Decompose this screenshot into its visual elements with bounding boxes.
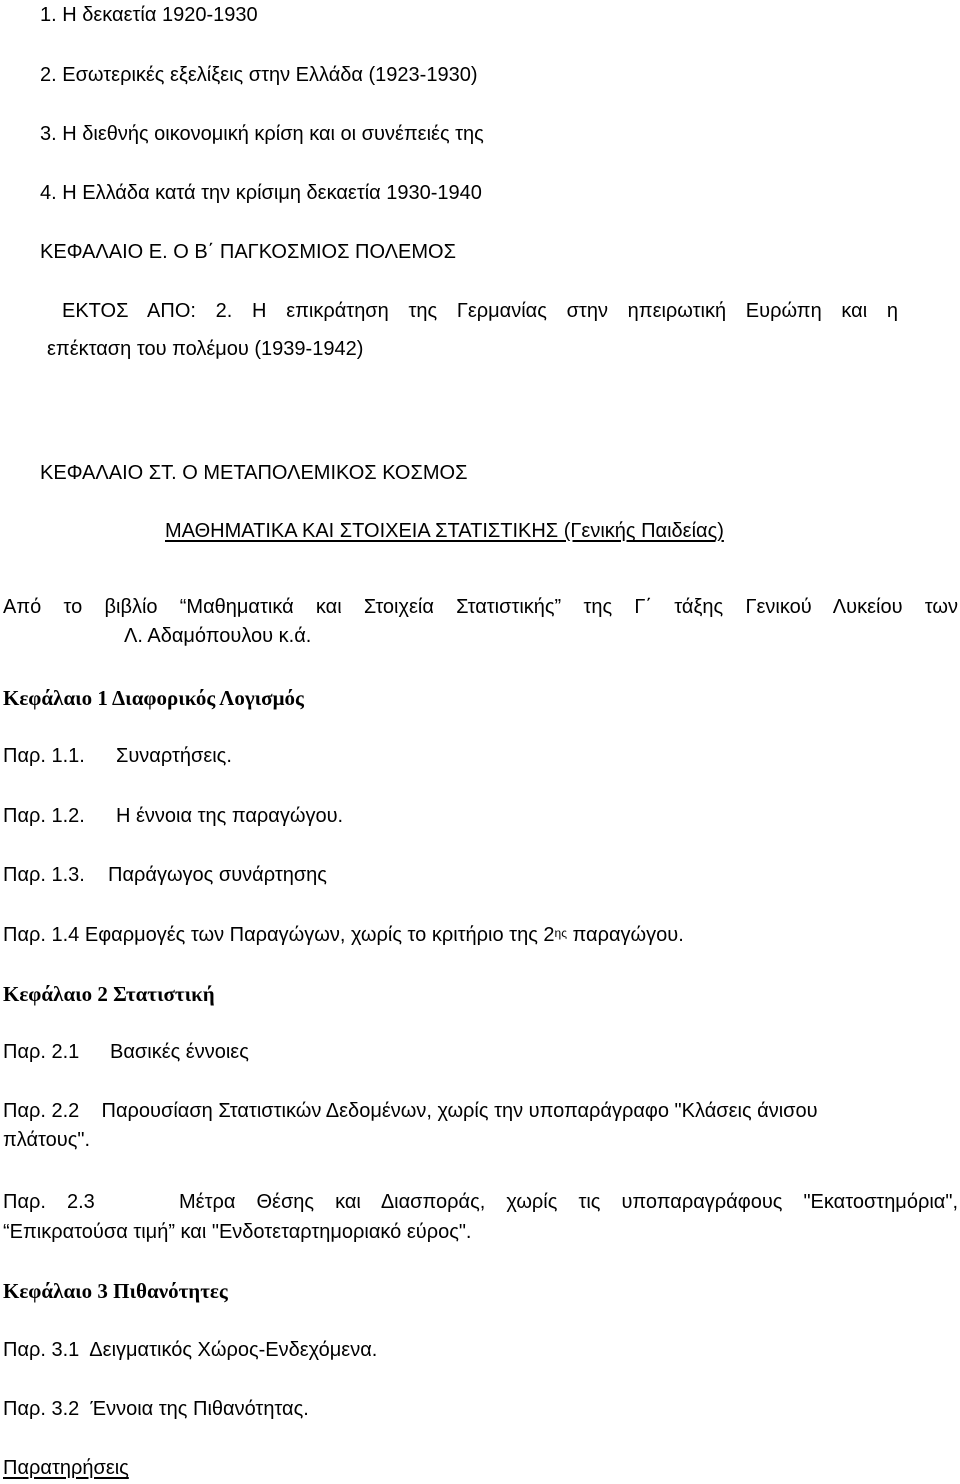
chapter-1-title: Κεφάλαιο 1 Διαφορικός Λογισμός [3, 686, 304, 710]
toc-item-4: 4. Η Ελλάδα κατά την κρίσιμη δεκαετία 1930-1940 [40, 182, 482, 204]
par-2-1-number: Παρ. 2.1 [3, 1041, 80, 1063]
math-section-heading: ΜΑΘΗΜΑΤΙΚΑ ΚΑΙ ΣΤΟΙΧΕΙΑ ΣΤΑΤΙΣΤΙΚΗΣ (Γενικής Παιδείας) [165, 520, 724, 542]
par-1-4-tail: παραγώγου. [566, 924, 684, 946]
except-line-1 [62, 298, 898, 324]
chapter-2-title: Κεφάλαιο 2 Στατιστική [3, 982, 215, 1006]
par-2-1-text: Βασικές έννοιες [110, 1041, 249, 1063]
par-1-1-number: Παρ. 1.1. [3, 745, 85, 767]
par-2-2-line-2: πλάτους". [3, 1129, 91, 1151]
chapter-3-title: Κεφάλαιο 3 Πιθανότητες [3, 1279, 228, 1303]
par-3-2: Παρ. 3.2 Έννοια της Πιθανότητας. [3, 1398, 309, 1420]
chapter-st-heading: ΚΕΦΑΛΑΙΟ ΣΤ. Ο ΜΕΤΑΠΟΛΕΜΙΚΟΣ ΚΟΣΜΟΣ [40, 462, 468, 484]
par-1-4-text: Παρ. 1.4 Εφαρμογές των Παραγώγων, χωρίς το κριτήριο της 2 [3, 924, 555, 946]
par-2-3-line-1: Παρ. 2.3 Μέτρα Θέσης και Διασποράς, χωρίς τις υποπαραγράφους "Εκατοστημόρια", [3, 1191, 958, 1213]
par-2-3-line-2: “Επικρατούσα τιμή” και "Ενδοτεταρτημοριακό εύρος". [3, 1221, 472, 1243]
except-prefix: ΕΚΤΟΣ ΑΠΟ [62, 300, 191, 322]
source-line-2: Λ. Αδαμόπουλου κ.ά. [124, 625, 312, 647]
source-line-1: Από το βιβλίο “Μαθηματικά και Στοιχεία Στατιστικής” της Γ΄ τάξης Γενικού Λυκείου των [3, 596, 958, 618]
toc-item-3: 3. Η διεθνής οικονομική κρίση και οι συνέπειές της [40, 123, 484, 145]
par-1-3-text: Παράγωγος συνάρτησης [108, 864, 327, 886]
par-1-4-superscript: ης [554, 926, 567, 940]
except-line-2: επέκταση του πολέμου (1939-1942) [47, 338, 364, 360]
par-1-3-number: Παρ. 1.3. [3, 864, 85, 886]
par-3-1: Παρ. 3.1 Δειγματικός Χώρος-Ενδεχόμενα. [3, 1339, 378, 1361]
par-1-2-text: Η έννοια της παραγώγου. [116, 805, 344, 827]
toc-item-2: 2. Εσωτερικές εξελίξεις στην Ελλάδα (1923-1930) [40, 64, 478, 86]
chapter-e-heading: ΚΕΦΑΛΑΙΟ Ε. Ο Β΄ ΠΑΓΚΟΣΜΙΟΣ ΠΟΛΕΜΟΣ [40, 241, 456, 263]
notes-heading: Παρατηρήσεις [3, 1457, 129, 1479]
par-2-2-line-1: Παρ. 2.2 Παρουσίαση Στατιστικών Δεδομένων, χωρίς την υποπαράγραφο "Κλάσεις άνισου [3, 1100, 818, 1122]
par-1-1-text: Συναρτήσεις. [116, 745, 232, 767]
toc-item-1: 1. Η δεκαετία 1920-1930 [40, 4, 258, 26]
par-1-2-number: Παρ. 1.2. [3, 805, 85, 827]
par-1-4 [3, 922, 684, 950]
except-text: : 2. Η επικράτηση της Γερμανίας στην ηπειρωτική Ευρώπη και η [190, 300, 899, 322]
